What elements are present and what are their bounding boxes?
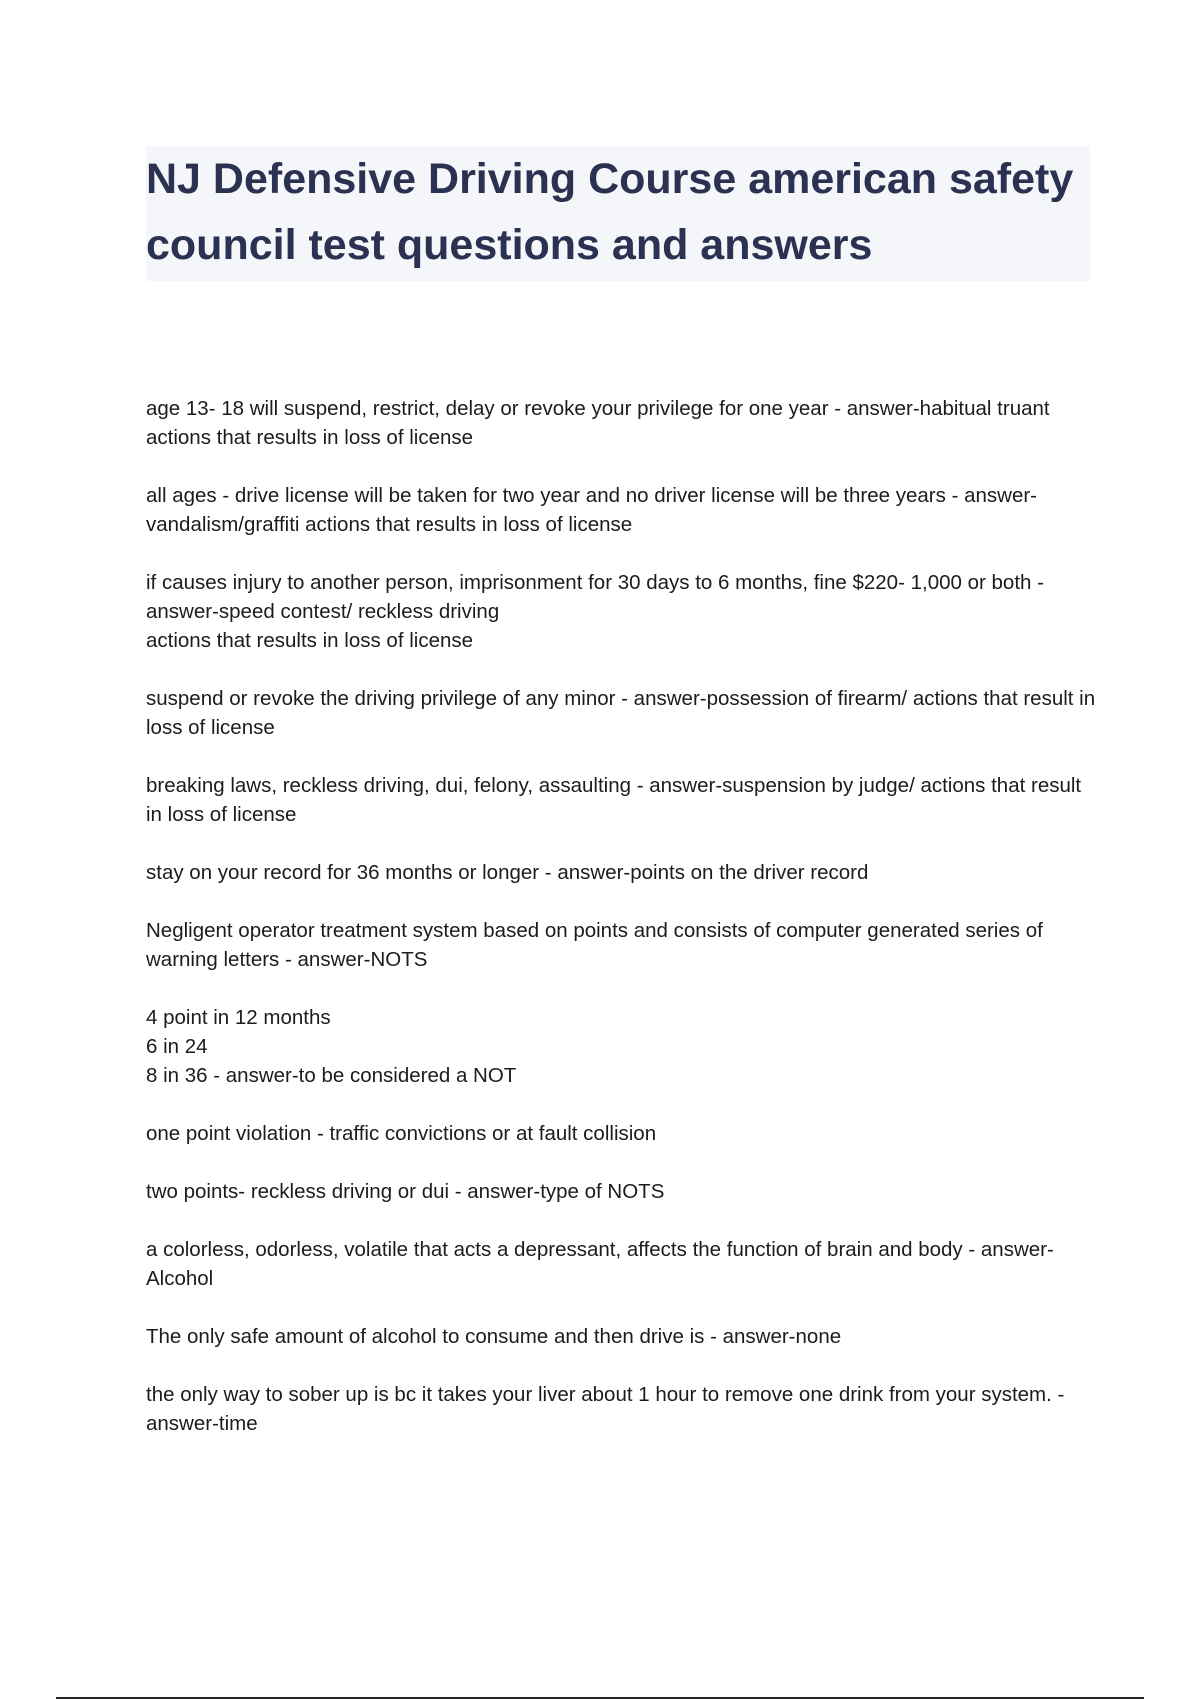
qa-entry-2: all ages - drive license will be taken for two year and no driver license will be three years - answer-vandalism/graffiti actions that results in loss of license xyxy=(146,484,1038,536)
qa-entry-8: 4 point in 12 months 6 in 24 8 in 36 - answer-to be considered a NOT xyxy=(146,1006,517,1087)
title-banner xyxy=(146,146,1090,281)
footer-divider xyxy=(56,1697,1144,1699)
qa-entry-3: if causes injury to another person, imprisonment for 30 days to 6 months, fine $220- 1,000 or both - answer-speed contest/ reckless driving actions that results in loss of license xyxy=(146,571,1044,652)
qa-entry-1: age 13- 18 will suspend, restrict, delay or revoke your privilege for one year - answer-habitual truant actions that results in loss of license xyxy=(146,397,1050,449)
qa-entry-10: two points- reckless driving or dui - answer-type of NOTS xyxy=(146,1180,665,1203)
document-title: NJ Defensive Driving Course american safety council test questions and answers xyxy=(146,155,1074,269)
qa-entry-4: suspend or revoke the driving privilege of any minor - answer-possession of firearm/ actions that result in loss of license xyxy=(146,687,1096,739)
qa-list xyxy=(146,394,1096,1467)
qa-entry-6: stay on your record for 36 months or longer - answer-points on the driver record xyxy=(146,861,869,884)
qa-entry-11: a colorless, odorless, volatile that acts a depressant, affects the function of brain and body - answer-Alcohol xyxy=(146,1238,1054,1290)
qa-entry-9: one point violation - traffic convictions or at fault collision xyxy=(146,1122,657,1145)
qa-entry-7: Negligent operator treatment system based on points and consists of computer generated series of warning letters - answer-NOTS xyxy=(146,919,1043,971)
qa-entry-5: breaking laws, reckless driving, dui, felony, assaulting - answer-suspension by judge/ actions that result in loss of license xyxy=(146,774,1082,826)
qa-entry-13: the only way to sober up is bc it takes your liver about 1 hour to remove one drink from your system. - answer-time xyxy=(146,1383,1065,1435)
qa-entry-12: The only safe amount of alcohol to consume and then drive is - answer-none xyxy=(146,1325,842,1348)
